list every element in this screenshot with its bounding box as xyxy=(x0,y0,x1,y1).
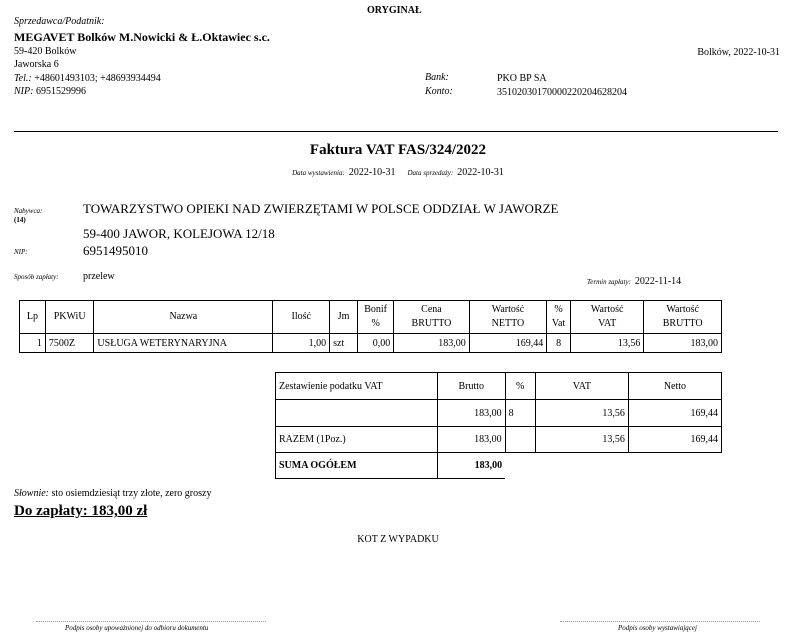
col-nazwa: Nazwa xyxy=(94,301,273,334)
amount-in-words-text: sto osiemdziesiąt trzy złote, zero groszy xyxy=(51,488,212,499)
cell-brutto: 183,00 xyxy=(644,334,722,353)
col-cena-line1: Cena xyxy=(421,304,442,315)
vat-rate-netto: 169,44 xyxy=(628,400,721,427)
col-brutto-line2: BRUTTO xyxy=(662,318,703,329)
seller-phone-value: +48601493103; +48693934494 xyxy=(34,73,161,84)
header-divider xyxy=(14,131,778,132)
payment-method-label: Sposób zapłaty: xyxy=(14,273,59,281)
col-stawka-line1: % xyxy=(554,304,563,315)
table-row xyxy=(20,334,722,353)
signature-line-right xyxy=(560,621,760,622)
vat-total-pct xyxy=(505,427,535,453)
buyer-code: (14) xyxy=(14,216,26,224)
vat-summary-title: Zestawienie podatku VAT xyxy=(276,373,438,400)
payment-method: przelew xyxy=(83,271,115,282)
col-netto-line1: Wartość xyxy=(491,304,525,315)
cell-netto: 169,44 xyxy=(469,334,547,353)
vat-summary-table xyxy=(275,372,722,479)
buyer-nip-label: NIP: xyxy=(14,248,28,256)
remarks: KOT Z WYPADKU xyxy=(357,534,439,545)
seller-phone xyxy=(14,73,161,84)
buyer-nip: 6951495010 xyxy=(83,243,148,258)
vat-rate-pct: 8 xyxy=(505,400,535,427)
signature-label-right: Podpis osoby wystawiającej xyxy=(618,624,697,632)
col-ilosc: Ilość xyxy=(273,301,330,334)
vat-col-netto: Netto xyxy=(628,373,721,400)
invoice-dates xyxy=(0,162,796,180)
vat-total-vat: 13,56 xyxy=(535,427,628,453)
buyer-label: Nabywca: xyxy=(14,207,43,215)
cell-nazwa: USŁUGA WETERYNARYJNA xyxy=(94,334,273,353)
col-pkwiu: PKWiU xyxy=(45,301,94,334)
seller-address-2: Jaworska 6 xyxy=(14,59,59,70)
col-stawka-line2: Vat xyxy=(551,318,566,329)
col-jm: Jm xyxy=(330,301,358,334)
items-header-row xyxy=(20,301,722,334)
issue-date-label: Data wystawienia: xyxy=(292,169,345,177)
amount-to-pay: Do zapłaty: 183,00 zł xyxy=(14,503,148,519)
grand-total-label: SUMA OGÓŁEM xyxy=(276,453,438,479)
vat-rate-brutto: 183,00 xyxy=(437,400,505,427)
items-table xyxy=(19,300,722,353)
vat-summary-header xyxy=(276,373,722,400)
vat-total-netto: 169,44 xyxy=(628,427,721,453)
seller-address-1: 59-420 Bolków xyxy=(14,46,77,57)
payment-due xyxy=(587,271,681,289)
payment-due-label: Termin zapłaty: xyxy=(587,278,631,286)
payment-due-date: 2022-11-14 xyxy=(634,276,682,287)
col-brutto xyxy=(644,301,722,334)
account-label: Konto: xyxy=(425,86,453,97)
col-cena xyxy=(394,301,469,334)
cell-jm: szt xyxy=(330,334,358,353)
grand-total-row xyxy=(276,453,722,479)
col-cena-line2: BRUTTO xyxy=(411,318,452,329)
col-bonif-line1: Bonif xyxy=(364,304,388,315)
grand-total-value: 183,00 xyxy=(437,453,505,479)
seller-phone-label: Tel.: xyxy=(14,73,32,84)
vat-rate-label xyxy=(276,400,438,427)
col-vat-line2: VAT xyxy=(598,318,617,329)
signature-label-left: Podpis osoby upoważnionej do odbioru dokumentu xyxy=(65,624,209,632)
col-bonif xyxy=(358,301,394,334)
col-vat xyxy=(570,301,643,334)
col-vat-line1: Wartość xyxy=(590,304,624,315)
col-bonif-line2: % xyxy=(371,318,380,329)
cell-bonif: 0,00 xyxy=(358,334,394,353)
copy-label: ORYGINAŁ xyxy=(367,5,422,16)
issue-date: 2022-10-31 xyxy=(348,167,396,178)
col-netto xyxy=(469,301,547,334)
grand-total-empty xyxy=(505,453,721,479)
seller-nip-label: NIP: xyxy=(14,86,34,97)
vat-total-brutto: 183,00 xyxy=(437,427,505,453)
col-lp: Lp xyxy=(20,301,46,334)
amount-in-words xyxy=(14,488,211,499)
cell-pkwiu: 7500Z xyxy=(45,334,94,353)
cell-lp: 1 xyxy=(20,334,46,353)
seller-nip-value: 6951529996 xyxy=(35,86,86,97)
vat-total-row xyxy=(276,427,722,453)
cell-stawka: 8 xyxy=(547,334,571,353)
vat-col-brutto: Brutto xyxy=(437,373,505,400)
cell-cena: 183,00 xyxy=(394,334,469,353)
seller-name: MEGAVET Bolków M.Nowicki & Ł.Oktawiec s.c. xyxy=(14,30,270,44)
signature-line-left xyxy=(36,621,266,622)
seller-nip xyxy=(14,86,86,97)
cell-vat: 13,56 xyxy=(570,334,643,353)
vat-rate-row xyxy=(276,400,722,427)
seller-label: Sprzedawca/Podatnik: xyxy=(14,16,105,27)
account-number: 35102030170000220204628204 xyxy=(497,87,627,98)
col-netto-line2: NETTO xyxy=(491,318,525,329)
place-date: Bolków, 2022-10-31 xyxy=(697,47,780,58)
vat-col-pct: % xyxy=(505,373,535,400)
bank-name: PKO BP SA xyxy=(497,73,547,84)
vat-rate-vat: 13,56 xyxy=(535,400,628,427)
col-stawka xyxy=(547,301,571,334)
invoice-title: Faktura VAT FAS/324/2022 xyxy=(309,142,487,158)
amount-in-words-label: Słownie: xyxy=(14,488,49,499)
buyer-name: TOWARZYSTWO OPIEKI NAD ZWIERZĘTAMI W POLSCE ODDZIAŁ W JAWORZE xyxy=(83,201,559,216)
vat-total-label: RAZEM (1Poz.) xyxy=(276,427,438,453)
cell-ilosc: 1,00 xyxy=(273,334,330,353)
buyer-address: 59-400 JAWOR, KOLEJOWA 12/18 xyxy=(83,226,275,241)
bank-label: Bank: xyxy=(425,72,449,83)
sale-date: 2022-10-31 xyxy=(457,167,504,178)
sale-date-label: Data sprzedaży: xyxy=(407,169,454,177)
col-brutto-line1: Wartość xyxy=(666,304,699,315)
vat-col-vat: VAT xyxy=(535,373,628,400)
